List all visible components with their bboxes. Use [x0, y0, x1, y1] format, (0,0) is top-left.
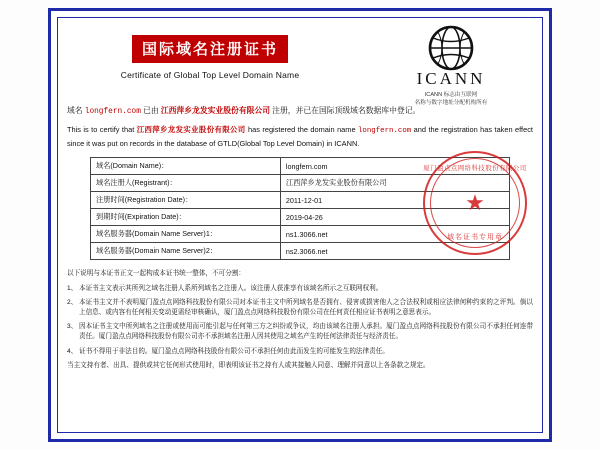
- table-cell-key: 域名注册人(Registrant)：: [91, 175, 281, 192]
- certificate-header: [67, 25, 533, 106]
- table-cell-key: 域名服务器(Domain Name Server)2：: [91, 243, 281, 260]
- term-item: [67, 284, 533, 294]
- info-table-wrap: [67, 157, 533, 260]
- term-text: 因本证书主文中所列域名之注册或使用而可能引起与任何第三方之纠纷或争议，均由该域名注册人承担。厦门盈点点网络科技股份有限公司不承担任何连带责任。厦门盈点点网络科技股份有限公司亦不承担域名注册人因其使用之域名产生的任何法律责任与经济责任。: [79, 323, 533, 340]
- table-cell-value: 江西萍乡龙发实业股份有限公司: [280, 175, 509, 192]
- statement-en-domain: longfern.com: [358, 127, 412, 135]
- icann-logo-note-line1: ICANN 标志由互联网: [424, 92, 478, 98]
- term-number: 3、: [67, 323, 78, 331]
- table-cell-value: longfern.com: [280, 158, 509, 175]
- table-cell-value: 2011-12-01: [280, 192, 509, 209]
- seal-top-text: 厦门盈点点网络科技股份有限公司: [423, 165, 527, 172]
- term-item: [67, 322, 533, 341]
- title-block: [75, 35, 345, 80]
- icann-logo-note: [371, 91, 531, 107]
- star-icon: ★: [465, 190, 485, 215]
- terms-closing: 当主文持有者、出具、提供或其它任何形式使用时，即表明该证书之持有人或其接触人同意、理解并同意以上各条款之规定。: [67, 362, 430, 370]
- outer-border: [48, 8, 552, 442]
- table-cell-key: 域名(Domain Name)：: [91, 158, 281, 175]
- term-number: 4、: [67, 347, 78, 355]
- term-number: 2、: [67, 299, 78, 307]
- statement-cn-registrant: 江西萍乡龙发实业股份有限公司: [160, 106, 271, 115]
- table-cell-key: 域名服务器(Domain Name Server)1：: [91, 226, 281, 243]
- table-cell-value: ns2.3066.net: [280, 243, 509, 260]
- statement-en-registrant: 江西萍乡龙发实业股份有限公司: [136, 125, 246, 134]
- statement-cn-domain: longfern.com: [84, 108, 141, 116]
- official-seal: [423, 151, 527, 255]
- table-cell-value: ns1.3066.net: [280, 226, 509, 243]
- term-text: 证书不得用于非法目的。厦门盈点点网络科技股份有限公司不承担任何由此而发生的可能发生的法律责任。: [79, 347, 389, 355]
- term-item: [67, 298, 533, 317]
- table-cell-key: 注册时间(Registration Date)：: [91, 192, 281, 209]
- terms-section: [67, 269, 533, 371]
- statement-en-part1: This is to certify that: [67, 125, 137, 134]
- statement-en: [67, 124, 533, 149]
- table-cell-value: 2019-04-26: [280, 209, 509, 226]
- icann-logo-block: [371, 25, 531, 107]
- statement-en-part3: and the registration has taken effect since it was put on records in the database of GTLD(Global Top Level Domain) in ICANN.: [67, 125, 533, 148]
- icann-wordmark: ICANN: [416, 69, 486, 88]
- statement-cn-text: 域名 longfern.com 已由 江西萍乡龙发实业股份有限公司 注册，并已在国际顶级域名数据库中登记。: [67, 106, 421, 116]
- page-title-cn: 国际域名注册证书: [132, 35, 288, 63]
- term-text: 本证书主文并不表明厦门盈点点网络科技股份有限公司对本证书主文中所列域名是否拥有、侵害或损害他人之合法权利或相应法律何种约束的之评判。倘以上信息、或内容有任何相关变动更需经审核确认，厦门盈点点网络科技股份有限公司在任何责任相应证书表明之意思表示。: [79, 299, 533, 316]
- page-title-en: Certificate of Global Top Level Domain Name: [120, 70, 300, 80]
- term-text: 本证书主文表示其所列之域名注册人系所列域名之注册人。该注册人获准享有该域名所示之互联网权利。: [79, 284, 383, 292]
- table-cell-key: 到期时间(Expiration Date)：: [91, 209, 281, 226]
- statement-en-part2: has registered the domain name: [245, 125, 358, 134]
- terms-intro: 以下说明与本证书正文一起构成本证书统一整体，不可分割：: [67, 270, 246, 277]
- globe-icon: [371, 25, 531, 71]
- icann-logo-note-line2: 名称与数字地址分配机构所有: [414, 100, 488, 106]
- term-number: 1、: [67, 284, 78, 292]
- seal-bottom-text: 域名证书专用章: [447, 234, 503, 241]
- term-item: [67, 347, 533, 357]
- certificate-content: [67, 25, 533, 429]
